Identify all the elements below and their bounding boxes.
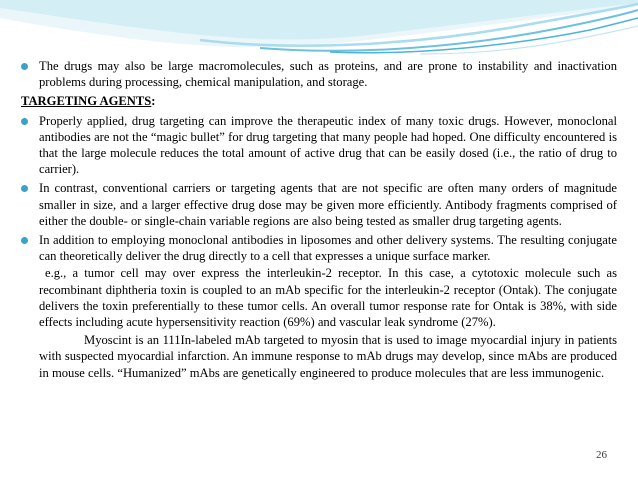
bullet-text: In contrast, conventional carriers or targeting agents that are not specific are often many orders of magnitude smaller in size, and a larger effective drug dose may be given more efficiently. Antibody fragments comprised of either the double- or single-chain variable regions are also being tested as smaller drug targeting agents. xyxy=(39,181,617,228)
bullet-dot-icon xyxy=(21,63,28,70)
example-paragraph: e.g., a tumor cell may over express the interleukin-2 receptor. In this case, a cytotoxic molecule such as recombinant diphtheria toxin is coupled to an mAb specific for the interleukin-2 receptor (Ontak). The conjugate delivers the toxin preferentially to these tumor cells. An overall tumor response rate for Ontak is 38%, with side effects including acute hypersensitivity reaction (69%) and vascular leak syndrome (27%). xyxy=(39,266,617,330)
bullet-text: Properly applied, drug targeting can improve the therapeutic index of many toxic drugs. However, monoclonal antibodies are not the “magic bullet” for drug targeting that many people had hoped. One difficulty encountered is that the large molecule reduces the total amount of active drug that can be easily dosed (i.e., the ratio of drug to carrier). xyxy=(39,113,617,177)
myoscint-paragraph: Myoscint is an 111In-labeled mAb targeted to myosin that is used to image myocardial injury in patients with suspected myocardial infarction. An immune response to mAb drugs may develop, since mAbs are produced in mouse cells. “Humanized” mAbs are genetically engineered to produce molecules that are less immunogenic. xyxy=(39,333,617,380)
bullet-item xyxy=(21,232,617,264)
section-heading xyxy=(21,93,617,109)
slide-body xyxy=(21,58,617,381)
bullet-item xyxy=(21,113,617,178)
bullet-text: In addition to employing monoclonal antibodies in liposomes and other delivery systems. The resulting conjugate can theoretically deliver the drug directly to a cell that expresses a unique surface marker. xyxy=(39,233,617,264)
section-heading-colon: : xyxy=(151,94,156,109)
bullet-dot-icon xyxy=(21,118,28,125)
bullet-item xyxy=(21,58,617,90)
bullet-item xyxy=(21,180,617,229)
page-number: 26 xyxy=(596,449,607,461)
section-heading-text: TARGETING AGENTS xyxy=(21,94,152,109)
bullet-text: The drugs may also be large macromolecules, such as proteins, and are prone to instability and inactivation problems during processing, chemical manipulation, and storage. xyxy=(39,59,617,90)
bullet-dot-icon xyxy=(21,185,28,192)
bullet-dot-icon xyxy=(21,237,28,244)
